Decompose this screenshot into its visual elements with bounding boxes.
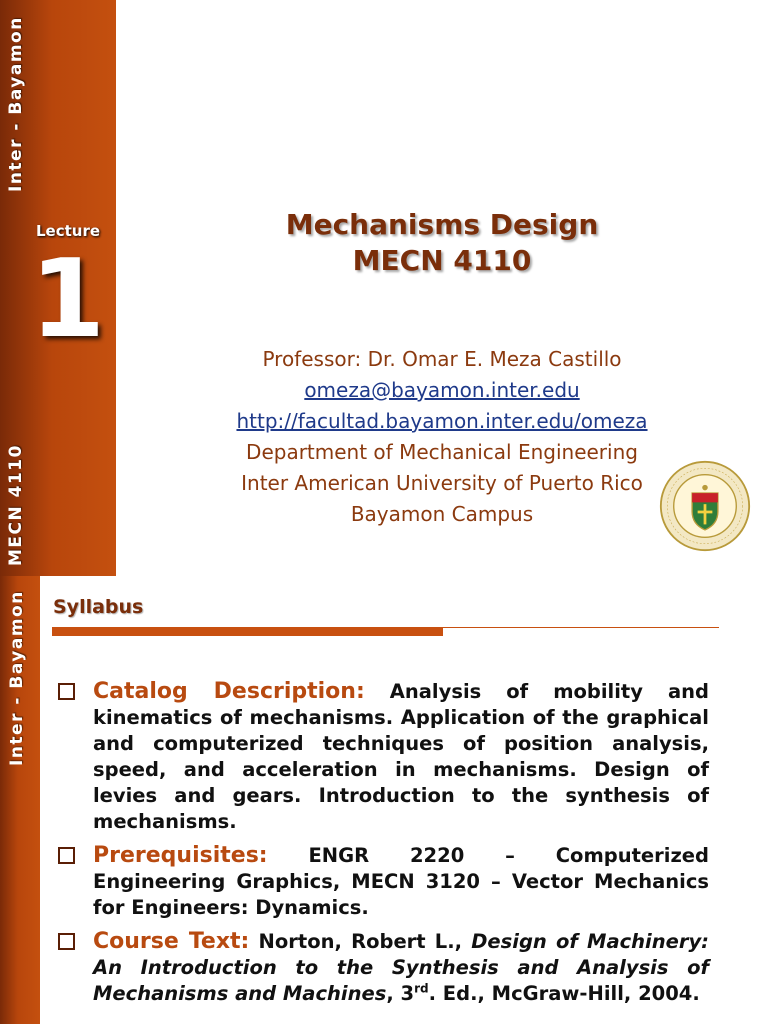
square-bullet-icon [58,683,75,700]
sidebar-top-text: Inter - Bayamon [6,16,26,192]
syllabus-list [56,679,709,1015]
square-bullet-icon [58,933,75,950]
website-link[interactable]: http://facultad.bayamon.inter.edu/omeza [236,409,648,433]
university-name: Inter American University of Puerto Rico [241,471,643,495]
university-seal-icon [659,460,751,552]
bullet-text: Analysis of mobility and kinematics of mechanisms. Application of the graphical and computerized techniques of position analysis, speed, and acceleration in mechanisms. Design of levies and gears. Introduction to the synthesis of mechanisms. [93,680,709,833]
list-item [56,843,709,921]
email-line [116,378,768,402]
title-underline [52,627,443,636]
slide-sidebar [0,0,116,576]
slide-sidebar [0,576,40,1024]
lecture-number: 1 [30,237,106,362]
title-underline-thin [443,627,719,628]
sidebar-course-code: MECN 4110 [6,444,26,566]
lecture-label: Lecture [36,222,101,240]
course-title: Mechanisms Design [285,208,599,241]
bullet-text: Norton, Robert L., [249,930,472,953]
campus-name: Bayamon Campus [350,502,534,526]
course-code: MECN 4110 [352,244,532,277]
book-title: Design of Machinery: An Introduction to the Synthesis and Analysis of Mechanisms and Machines [93,930,709,1005]
email-link[interactable]: omeza@bayamon.inter.edu [304,378,580,402]
edition-superscript: rd [414,981,429,996]
bullet-text: ENGR 2220 – Computerized Engineering Graphics, MECN 3120 – Vector Mechanics for Engineers: Dynamics. [93,844,709,919]
professor-name: Professor: Dr. Omar E. Meza Castillo [262,347,622,371]
bullet-term: Prerequisites: [93,843,268,868]
square-bullet-icon [58,847,75,864]
bullet-text: , 3 [386,982,415,1005]
page-title: Syllabus [53,596,144,618]
bullet-text: . Ed., McGraw-Hill, 2004. [428,982,700,1005]
bullet-term: Catalog Description: [93,679,365,704]
list-item [56,929,709,1007]
department-name: Department of Mechanical Engineering [246,440,638,464]
list-item [56,679,709,835]
url-line [116,409,768,433]
syllabus-slide [0,576,768,1024]
sidebar-top-text: Inter - Bayamon [7,590,27,766]
bullet-term: Course Text: [93,929,250,954]
